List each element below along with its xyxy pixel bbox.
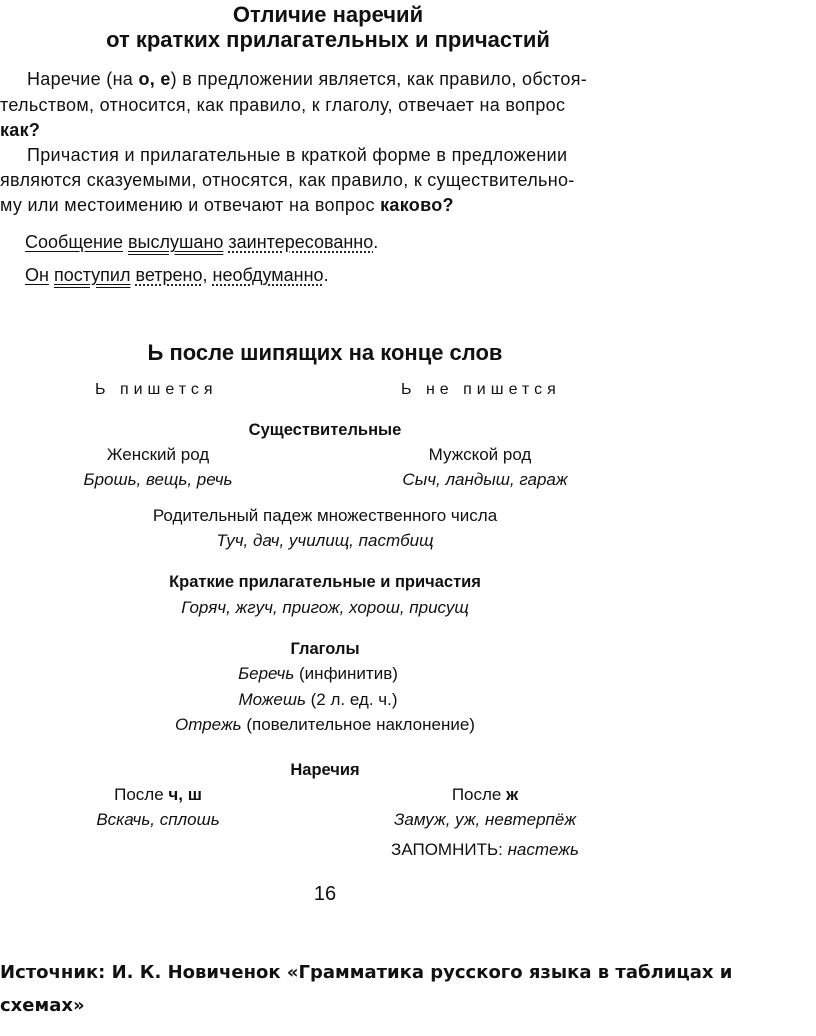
adverbs-right-examples: Замуж, уж, невтерпёж: [393, 810, 577, 829]
para2-text-a: му или местоимению и отвечают на вопрос: [0, 195, 381, 215]
example1-period: .: [373, 232, 379, 252]
adverbs-left-examples: Вскачь, сплошь: [96, 810, 220, 829]
verbs-row3: [175, 715, 475, 735]
verbs-row2-word: Можешь: [238, 690, 306, 709]
example1-predicate: выслушано: [127, 232, 224, 252]
nouns-masculine-examples: Сыч, ландыш, гараж: [402, 470, 568, 489]
verbs-row3-note: (повелительное наклонение): [241, 715, 475, 734]
example2-period: .: [323, 265, 329, 285]
column-left-heading: Ь пишется: [95, 381, 218, 398]
remember-label: ЗАПОМНИТЬ:: [391, 840, 508, 859]
verbs-row1: [238, 664, 398, 684]
adverbs-left-label: [114, 785, 202, 805]
verbs-row2-note: (2 л. ед. ч.): [305, 690, 398, 709]
example2-adverb1: ветрено: [135, 265, 203, 285]
adverbs-heading: Наречия: [290, 761, 360, 779]
adverbs-right-label-text: После: [451, 785, 507, 804]
adverbs-remember: [391, 840, 579, 860]
source-line2: схемах»: [0, 995, 85, 1016]
verbs-heading: Глаголы: [290, 640, 360, 658]
verbs-row2: [238, 690, 397, 710]
short-adj-heading: Краткие прилагательные и причастия: [169, 573, 481, 591]
source-line1: Источник: И. К. Новиченок «Грамматика русского языка в таблицах и: [0, 962, 733, 983]
example1-subject: Сообщение: [25, 232, 123, 252]
remember-word: настежь: [507, 840, 579, 859]
section2-title: Ь после шипящих на конце слов: [147, 340, 503, 365]
example2-predicate: поступил: [53, 265, 131, 285]
nouns-genitive-label: Родительный падеж множественного числа: [152, 506, 498, 525]
nouns-genitive-examples: Туч, дач, училищ, пастбищ: [216, 531, 434, 550]
para1-line2: тельством, относится, как правило, к глаголу, отвечает на вопрос: [0, 95, 566, 115]
para1-text-c: ) в предложении является, как правило, обстоя-: [170, 69, 588, 89]
para1-line1: [27, 69, 587, 90]
para1-text-a: Наречие (на: [27, 69, 139, 89]
para1-line3: как?: [0, 120, 41, 140]
page-number: 16: [313, 883, 337, 905]
nouns-feminine-examples: Брошь, вещь, речь: [83, 470, 233, 489]
para2-bold-question: каково?: [380, 195, 454, 215]
section1-title-line2: от кратких прилагательных и причастий: [106, 27, 550, 52]
section1-title-line1: Отличие наречий: [232, 2, 424, 27]
adverbs-left-letters: ч, ш: [168, 785, 202, 804]
column-right-heading: Ь не пишется: [401, 381, 561, 398]
example2: [25, 265, 329, 286]
adverbs-right-label: [452, 785, 518, 805]
para1-bold-vowels: о, е: [138, 69, 171, 89]
nouns-feminine-label: Женский род: [106, 445, 210, 464]
para2-line2: являются сказуемыми, относятся, как правило, к существительно-: [0, 170, 575, 190]
adverbs-right-letter: ж: [506, 785, 519, 804]
example2-adverb2: необдуманно: [212, 265, 324, 285]
verbs-row1-word: Беречь: [238, 664, 295, 683]
example2-subject: Он: [25, 265, 49, 285]
verbs-row1-note: (инфинитив): [294, 664, 398, 683]
para2-line1: Причастия и прилагательные в краткой форме в предложении: [27, 145, 568, 165]
adverbs-left-label-text: После: [114, 785, 169, 804]
example1: [25, 232, 378, 253]
short-adj-examples: Горяч, жгуч, пригож, хорош, присущ: [181, 598, 469, 617]
nouns-masculine-label: Мужской род: [428, 445, 532, 464]
example2-comma: ,: [202, 265, 213, 285]
verbs-row3-word: Отрежь: [175, 715, 242, 734]
example1-adverb: заинтересованно: [228, 232, 374, 252]
para2-line3: [0, 195, 454, 216]
nouns-heading: Существительные: [248, 421, 402, 439]
